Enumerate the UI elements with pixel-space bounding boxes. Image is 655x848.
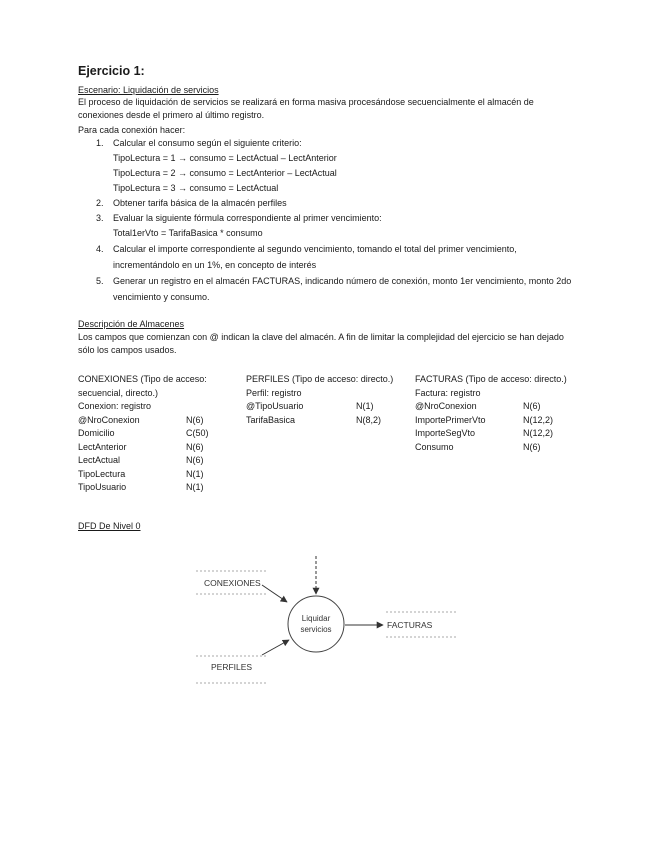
step-text: Generar un registro en el almacén FACTURAS, indicando número de conexión, monto 1er vencimiento, monto 2do vencimiento y consumo. [113,276,572,302]
field-name: TarifaBasica [246,414,296,425]
field-name: Domicilio [78,428,115,438]
field-type: N(6) [523,401,541,411]
field-type: N(12,2) [523,414,554,425]
step-text: Calcular el importe correspondiente al segundo vencimiento, tomando el total del primer vencimiento, incrementándolo en un 1%, en concepto de interés [113,244,517,270]
field-type: N(8,2) [356,414,382,425]
process-circle [288,596,344,652]
step-sub-line: TipoLectura = 1 → consumo = LectActual – LectAnterior [113,153,337,163]
field-type: C(50) [186,428,209,438]
step-sub-line: TipoLectura = 2 → consumo = LectAnterior – LectActual [113,168,337,178]
process-label-line-1: Liquidar [301,614,331,623]
field-name: Consumo [415,441,454,452]
exercise-title: Ejercicio 1: [78,64,145,78]
step-number: 4. [96,244,104,254]
field-name: ImportePrimerVto [415,414,486,425]
dfd-heading: DFD De Nivel 0 [78,521,141,531]
store-record: Conexion: registro [78,401,152,411]
step-number: 2. [96,198,104,208]
intro-paragraph: El proceso de liquidación de servicios se realizará en forma masiva procesándose secuencialmente el almacén de conexiones desde el primero al último registro. [78,97,534,120]
field-name: @NroConexion [78,414,140,425]
field-type: N(1) [186,468,204,479]
field-name: ImporteSegVto [415,428,476,438]
field-name: LectActual [78,455,121,465]
field-name: LectAnterior [78,441,127,452]
store-header: PERFILES (Tipo de acceso: directo.) [246,374,394,384]
per-connection-text: Para cada conexión hacer: [78,125,186,135]
field-name: @TipoUsuario [246,401,304,411]
flow-perfiles-arrow [262,640,289,655]
process-label-line-2: servicios [300,625,332,634]
stores-paragraph: Los campos que comienzan con @ indican la clave del almacén. A fin de limitar la complejidad del ejercicio se han dejado sólo los campos usados. [78,332,564,355]
field-type: N(6) [523,441,541,452]
store-record: Factura: registro [415,387,481,398]
step-number: 3. [96,213,104,223]
store-facturas-label: FACTURAS [387,620,433,630]
store-header: CONEXIONES (Tipo de acceso: secuencial, directo.) [78,374,207,398]
store-perfiles-label: PERFILES [211,662,253,672]
field-type: N(12,2) [523,428,554,438]
step-text: Calcular el consumo según el siguiente criterio: [113,138,302,148]
field-name: TipoLectura [78,468,126,479]
field-name: TipoUsuario [78,482,127,492]
step-sub-line: Total1erVto = TarifaBasica * consumo [113,228,263,238]
store-record: Perfil: registro [246,387,302,398]
step-number: 1. [96,138,104,148]
field-type: N(6) [186,414,204,425]
field-type: N(1) [356,401,374,411]
step-text: Evaluar la siguiente fórmula correspondiente al primer vencimiento: [113,213,382,223]
step-text: Obtener tarifa básica de la almacén perfiles [113,198,287,208]
scenario-heading: Escenario: Liquidación de servicios [78,85,219,95]
store-conexiones-label: CONEXIONES [204,578,261,588]
stores-heading: Descripción de Almacenes [78,319,185,329]
field-type: N(6) [186,441,204,452]
store-header: FACTURAS (Tipo de acceso: directo.) [415,374,567,384]
field-name: @NroConexion [415,401,477,411]
field-type: N(1) [186,482,204,492]
step-sub-line: TipoLectura = 3 → consumo = LectActual [113,183,279,193]
field-type: N(6) [186,455,204,465]
step-number: 5. [96,276,104,286]
